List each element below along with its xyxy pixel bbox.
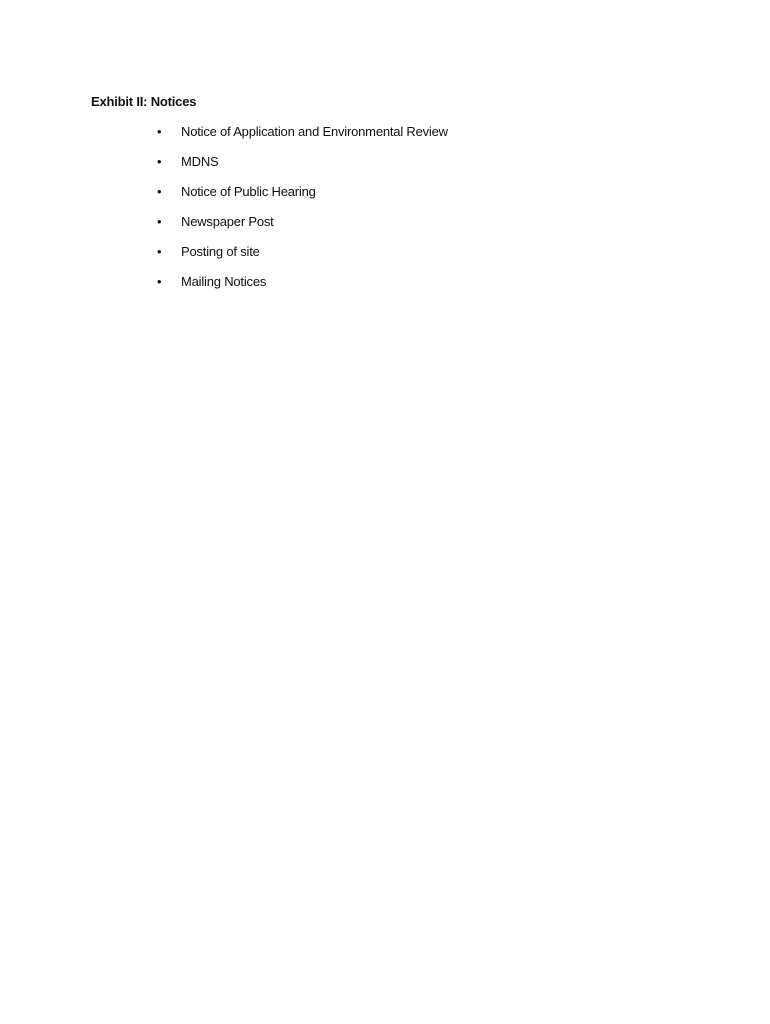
- list-item-text: MDNS: [181, 154, 219, 169]
- bullet-icon: •: [157, 184, 162, 199]
- bullet-icon: •: [157, 214, 162, 229]
- list-item-text: Posting of site: [181, 244, 260, 259]
- bullet-icon: •: [157, 124, 162, 139]
- exhibit-heading: Exhibit II: Notices: [91, 94, 197, 109]
- bullet-icon: •: [157, 154, 162, 169]
- bullet-icon: •: [157, 244, 162, 259]
- list-item-text: Notice of Public Hearing: [181, 184, 316, 199]
- list-item-text: Notice of Application and Environmental Review: [181, 124, 448, 139]
- list-item-text: Mailing Notices: [181, 274, 267, 289]
- bullet-icon: •: [157, 274, 162, 289]
- list-item-text: Newspaper Post: [181, 214, 274, 229]
